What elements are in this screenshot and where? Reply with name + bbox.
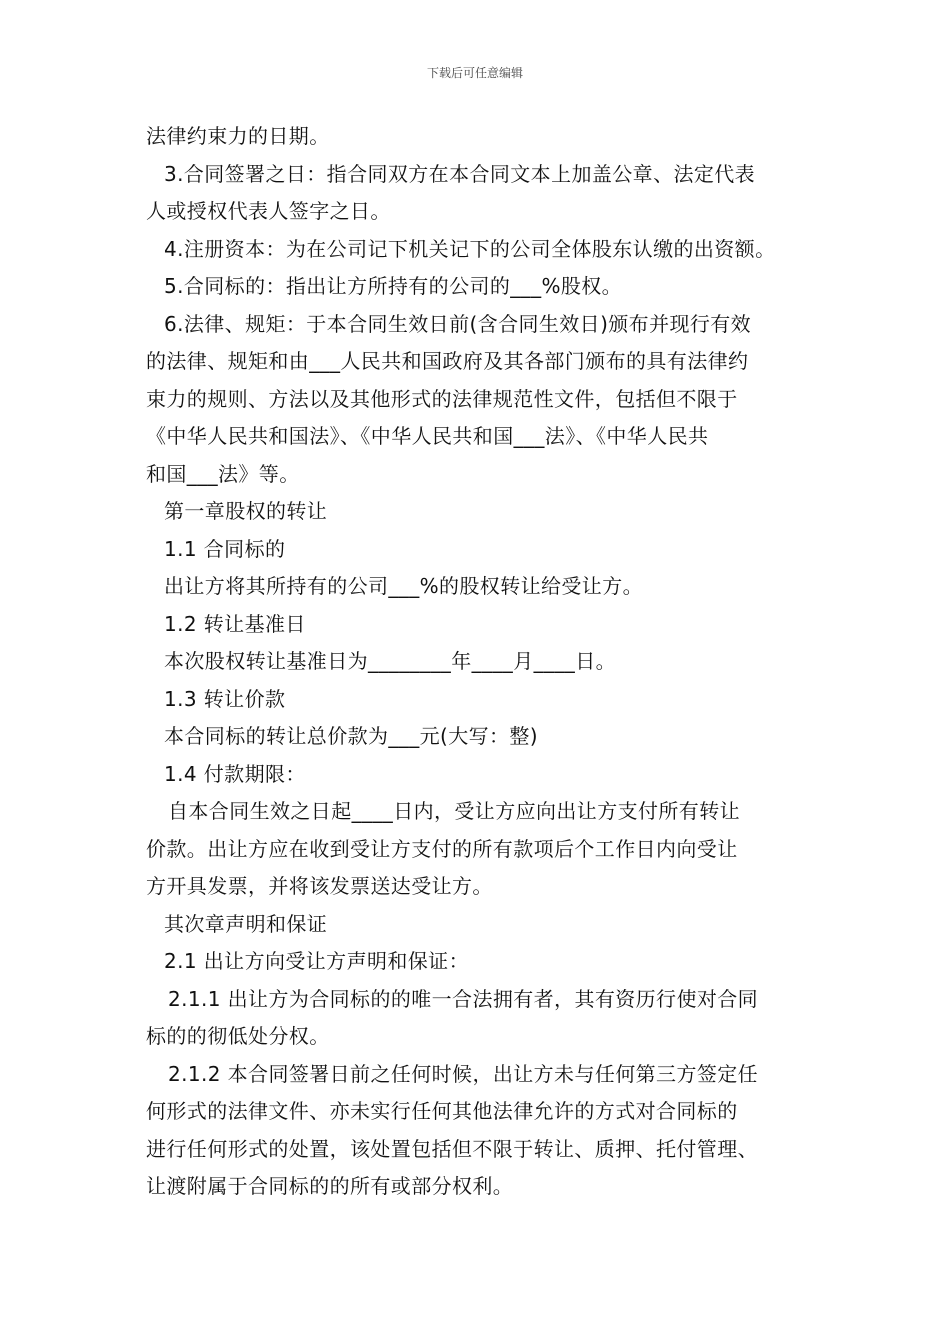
text-line: 让渡附属于合同标的的所有或部分权利。 bbox=[146, 1174, 514, 1198]
text-line: 2.1.2 本合同签署日前之任何时候，出让方未与任何第三方签定任 bbox=[168, 1061, 759, 1086]
text-line: 6.法律、规矩：于本合同生效日前(含合同生效日)颁布并现行有效 bbox=[164, 311, 752, 336]
text-line: 的法律、规矩和由___人民共和国政府及其各部门颁布的具有法律约 bbox=[146, 349, 749, 373]
document-body bbox=[146, 118, 846, 1206]
text-line: 标的的彻低处分权。 bbox=[146, 1024, 330, 1048]
text-line: 人或授权代表人签字之日。 bbox=[146, 199, 391, 223]
chapter-heading: 第一章股权的转让 bbox=[164, 499, 328, 523]
text-line: 4.注册资本：为在公司记下机关记下的公司全体股东认缴的出资额。 bbox=[164, 236, 776, 261]
text-line: 本合同标的转让总价款为___元(大写：整) bbox=[164, 724, 539, 748]
text-line: 自本合同生效之日起____日内，受让方应向出让方支付所有转让 bbox=[168, 799, 740, 823]
section-heading: 1.4 付款期限： bbox=[164, 761, 306, 786]
text-line: 束力的规则、方法以及其他形式的法律规范性文件，包括但不限于 bbox=[146, 386, 738, 411]
text-line: 2.1.1 出让方为合同标的的唯一合法拥有者，其有资历行使对合同 bbox=[168, 986, 759, 1011]
section-heading: 1.2 转让基准日 bbox=[164, 611, 306, 636]
section-heading: 2.1 出让方向受让方声明和保证： bbox=[164, 949, 469, 973]
text-line: 5.合同标的：指出让方所持有的公司的___%股权。 bbox=[164, 274, 623, 298]
text-line: 和国___法》等。 bbox=[146, 461, 300, 486]
text-line: 3.合同签署之日：指合同双方在本合同文本上加盖公章、法定代表 bbox=[164, 161, 756, 186]
text-line: 出让方将其所持有的公司___%的股权转让给受让方。 bbox=[164, 574, 644, 598]
text-line: 方开具发票，并将该发票送达受让方。 bbox=[146, 874, 493, 898]
text-line: 价款。出让方应在收到受让方支付的所有款项后个工作日内向受让 bbox=[146, 836, 738, 861]
text-line: 何形式的法律文件、亦未实行任何其他法律允许的方式对合同标的 bbox=[146, 1099, 738, 1123]
section-heading: 1.3 转让价款 bbox=[164, 686, 286, 711]
text-line: 《中华人民共和国法》、《中华人民共和国___法》、《中华人民共 bbox=[146, 424, 709, 448]
text-line: 进行任何形式的处置，该处置包括但不限于转让、质押、托付管理、 bbox=[146, 1136, 758, 1161]
page-header: 下载后可任意编辑 bbox=[426, 66, 523, 80]
section-heading: 1.1 合同标的 bbox=[164, 536, 286, 561]
chapter-heading: 其次章声明和保证 bbox=[164, 911, 328, 936]
text-line: 法律约束力的日期。 bbox=[146, 124, 330, 148]
text-line: 本次股权转让基准日为________年____月____日。 bbox=[164, 649, 616, 673]
